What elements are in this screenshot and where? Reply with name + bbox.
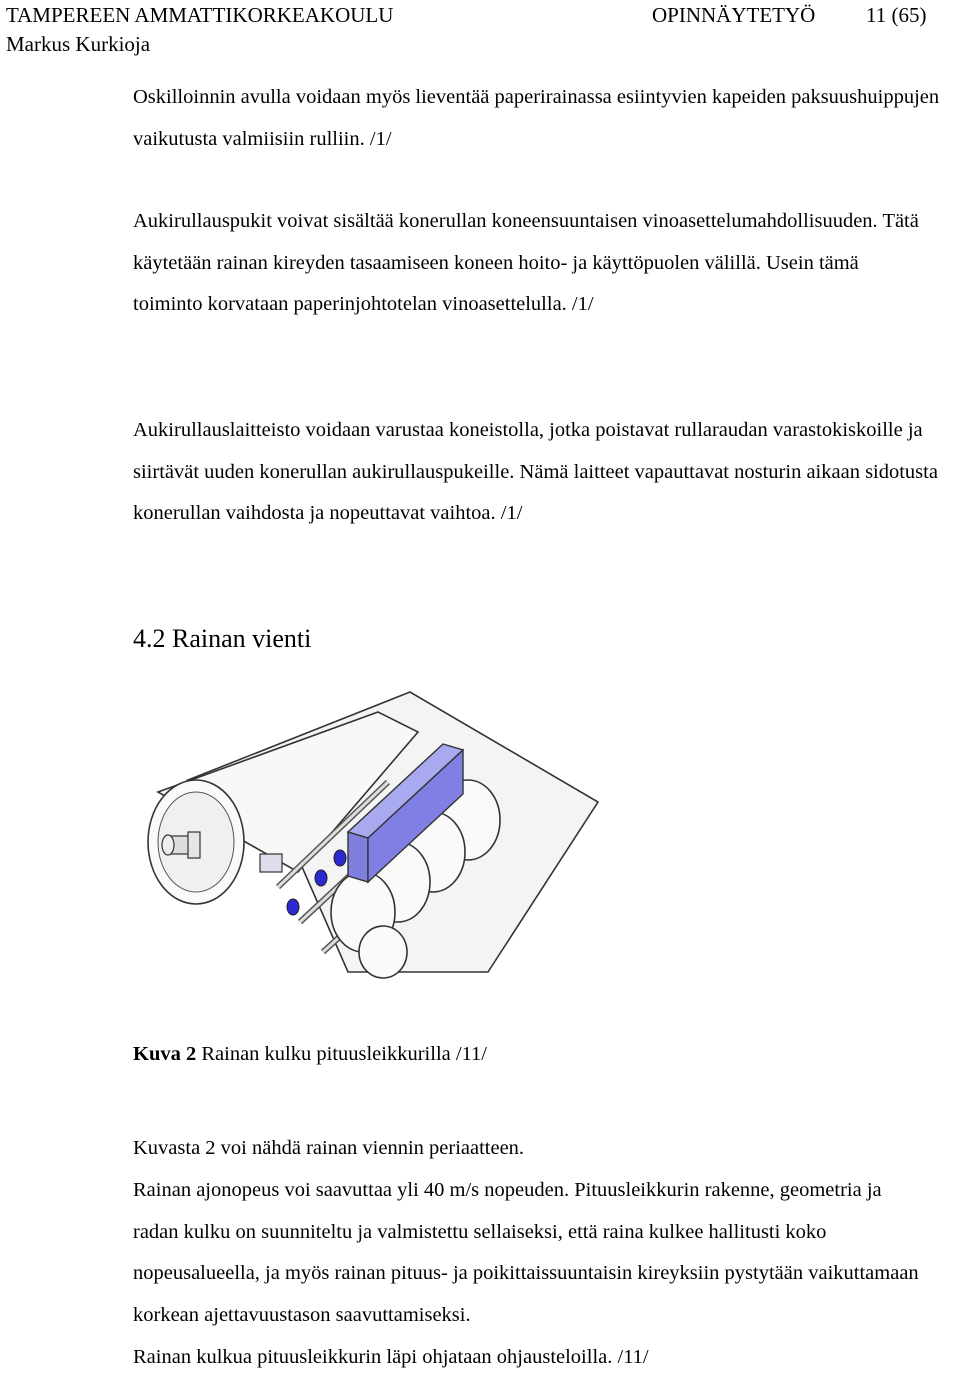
section-heading: 4.2 Rainan vienti (133, 624, 312, 653)
caption-label: Kuva 2 (133, 1043, 197, 1065)
paragraph-2 (133, 201, 923, 326)
header-author: Markus Kurkioja (6, 32, 151, 56)
paragraph-text: Aukirullauslaitteisto voidaan varustaa koneistolla, jotka poistavat rullaraudan varastokiskoille ja siirtävät uuden konerullan aukirullauspukeille. Nämä laitteet vapauttavat nosturin aikaan sidotusta konerullan vaihdosta ja nopeuttavat vaihtoa. /1/ (133, 419, 938, 524)
figure-slitter-diagram (38, 672, 618, 1012)
paragraph-after-2 (133, 1170, 923, 1336)
paragraph-3 (133, 410, 955, 535)
slitter-illustration (38, 672, 618, 1012)
caption-text: Rainan kulku pituusleikkurilla /11/ (196, 1043, 487, 1065)
paragraph-text: Oskilloinnin avulla voidaan myös lieventää paperirainassa esiintyvien kapeiden paksuushuippujen vaikutusta valmiisiin rulliin. /1/ (133, 86, 940, 150)
header-page-number: 11 (65) (866, 3, 927, 27)
paragraph-text: Aukirullauspukit voivat sisältää konerullan koneensuuntaisen vinoasettelumahdollisuuden. Tätä käytetään rainan kireyden tasaamiseen koneen hoito- ja käyttöpuolen välillä. Usein tämä toiminto korvataan paperinjohtotelan vinoasettelulla. /1/ (133, 210, 919, 315)
paragraph-text: Rainan kulkua pituusleikkurin läpi ohjataan ohjausteloilla. /11/ (133, 1346, 649, 1368)
header-institution: TAMPEREEN AMMATTIKORKEAKOULU (6, 3, 394, 27)
paragraph-1 (133, 77, 955, 160)
paragraph-text: Kuvasta 2 voi nähdä rainan viennin periaatteen. (133, 1137, 525, 1159)
header-doc-type: OPINNÄYTETYÖ (652, 3, 816, 27)
paragraph-text: Rainan ajonopeus voi saavuttaa yli 40 m/s nopeuden. Pituusleikkurin rakenne, geometria ja radan kulku on suunniteltu ja valmistettu sellaiseksi, että raina kulkee hallitusti koko nopeusalueella, ja myös rainan pituus- ja poikittaissuuntaisin kireyksiin pystytään vaikuttamaan korkean ajettavuustason saavuttamiseksi. (133, 1179, 919, 1326)
paragraph-after-3 (133, 1337, 953, 1379)
paragraph-after-1 (133, 1128, 953, 1170)
figure-caption (133, 1036, 487, 1072)
